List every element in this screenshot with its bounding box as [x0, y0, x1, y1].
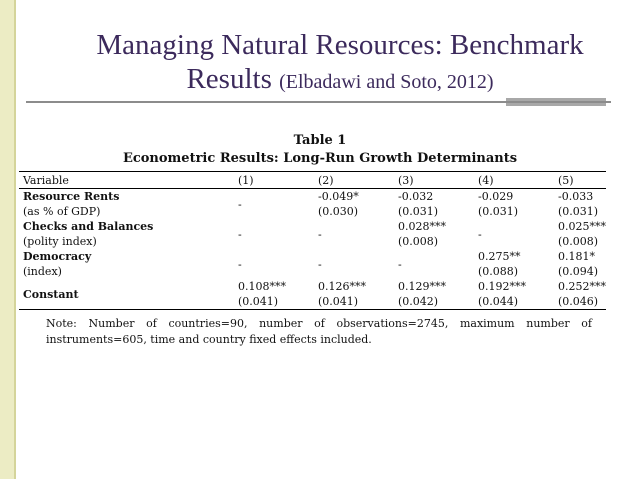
coef-cell [554, 279, 606, 310]
left-accent-line [14, 0, 16, 479]
std-error: (0.008) [558, 235, 599, 248]
std-error: (0.008) [398, 235, 439, 248]
std-error: (0.030) [318, 205, 359, 218]
coef-cell [314, 249, 394, 279]
std-error: (0.031) [398, 205, 439, 218]
slide-title [60, 28, 620, 99]
coefficient: - [318, 227, 322, 241]
coef-cell [554, 189, 606, 220]
left-accent-bar [0, 0, 14, 479]
std-error: (0.041) [238, 295, 279, 308]
coef-cell [234, 279, 314, 310]
coef-cell [394, 249, 474, 279]
coefficient: 0.108*** [238, 280, 286, 293]
coefficient: - [238, 257, 242, 271]
std-error: (0.044) [478, 295, 519, 308]
variable-name: Democracy [23, 250, 92, 263]
table-row [19, 249, 606, 279]
coef-cell [234, 189, 314, 220]
coefficient: 0.129*** [398, 280, 446, 293]
std-error: (0.042) [398, 295, 439, 308]
variable-cell [19, 219, 234, 249]
table-row [19, 219, 606, 249]
table-row [19, 189, 606, 220]
coef-cell [474, 249, 554, 279]
coef-cell [474, 219, 554, 249]
coefficient: - [238, 197, 242, 211]
title-divider-accent [506, 98, 606, 106]
variable-cell [19, 189, 234, 220]
variable-unit: (as % of GDP) [23, 205, 101, 218]
coef-cell [394, 189, 474, 220]
coefficient: 0.025*** [558, 220, 606, 233]
coefficient: 0.126*** [318, 280, 366, 293]
coefficient: 0.181* [558, 250, 595, 263]
variable-unit: (polity index) [23, 235, 97, 248]
header-cell: (2) [314, 172, 394, 189]
variable-unit: (index) [23, 265, 62, 278]
coefficient: -0.032 [398, 190, 434, 203]
table-body [19, 189, 606, 310]
coefficient: - [238, 227, 242, 241]
coefficient: 0.252*** [558, 280, 606, 293]
table-note: Note: Number of countries=90, number of observations=2745, maximum number of instruments=605, time and country fixed effects included. [46, 317, 592, 346]
coefficient: 0.028*** [398, 220, 446, 233]
header-cell: (1) [234, 172, 314, 189]
coefficient: -0.033 [558, 190, 594, 203]
coef-cell [234, 249, 314, 279]
coef-cell [314, 219, 394, 249]
variable-cell [19, 279, 234, 310]
std-error: (0.041) [318, 295, 359, 308]
coef-cell [474, 279, 554, 310]
coef-cell [554, 219, 606, 249]
coef-cell [314, 279, 394, 310]
header-cell: (5) [554, 172, 606, 189]
slide-title-main: Managing Natural Resources: Benchmark Results [96, 29, 584, 95]
coefficient: - [398, 257, 402, 271]
table-row [19, 279, 606, 310]
coefficient: -0.049* [318, 190, 359, 203]
header-cell: (4) [474, 172, 554, 189]
coef-cell [554, 249, 606, 279]
header-cell: Variable [19, 172, 234, 189]
coef-cell [474, 189, 554, 220]
coef-cell [234, 219, 314, 249]
coefficient: - [318, 257, 322, 271]
coef-cell [394, 219, 474, 249]
slide-title-citation: (Elbadawi and Soto, 2012) [279, 71, 494, 93]
coefficient: - [478, 227, 482, 241]
std-error: (0.031) [478, 205, 519, 218]
coef-cell [394, 279, 474, 310]
coefficient: -0.029 [478, 190, 514, 203]
table-caption: Econometric Results: Long-Run Growth Determinants [122, 151, 518, 166]
std-error: (0.046) [558, 295, 599, 308]
std-error: (0.031) [558, 205, 599, 218]
std-error: (0.094) [558, 265, 599, 278]
coef-cell [314, 189, 394, 220]
coefficient: 0.192*** [478, 280, 526, 293]
header-cell: (3) [394, 172, 474, 189]
variable-name: Checks and Balances [23, 220, 154, 233]
results-table [19, 171, 606, 310]
variable-name: Resource Rents [23, 190, 120, 203]
coefficient: 0.275** [478, 250, 521, 263]
variable-name: Constant [23, 287, 79, 301]
table-header-row [19, 172, 606, 189]
variable-cell [19, 249, 234, 279]
std-error: (0.088) [478, 265, 519, 278]
table-number: Table 1 [293, 133, 347, 148]
